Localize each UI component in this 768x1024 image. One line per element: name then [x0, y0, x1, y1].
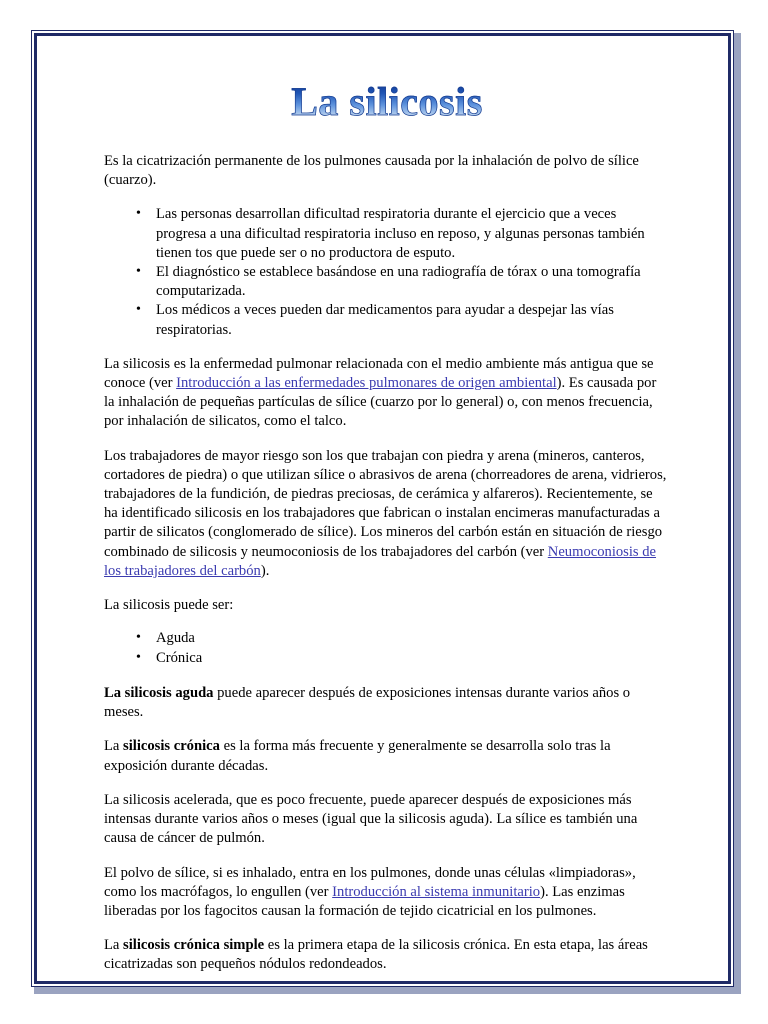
silica-dust-paragraph [104, 864, 670, 922]
acute-silicosis-paragraph [104, 684, 670, 722]
risk-workers-text-part2: ). [260, 562, 270, 579]
summary-bullet-list [104, 205, 670, 339]
link-neumoconiosis-trabajadores-carbon[interactable]: Neumoconiosis de los trabajadores del carbón [104, 543, 657, 579]
intro-paragraph: Es la cicatrización permanente de los pulmones causada por la inhalación de polvo de sílice (cuarzo). [104, 153, 639, 189]
list-item: • Las personas desarrollan dificultad respiratoria durante el ejercicio que a veces progresa a una dificultad respiratoria incluso en reposo, y algunas personas también tienen tos que puede ser o no productora de esputo. [156, 205, 670, 263]
risk-workers-text-part1: Los trabajadores de mayor riesgo son los que trabajan con piedra y arena (mineros, canteros, cortadores de piedra) o que utilizan sílice o abrasivos de arena (chorreadores de arena, vidrieros, trabajadores de la fundición, de piedras preciosas, de cerámica y alfareros). Recientemente, se ha identificado silicosis en los trabajadores que fabrican o instalan encimeras manufacturadas a partir de silicatos (conglomerado de sílice). Los mineros del carbón están en situación de riesgo combinado de silicosis y neumoconiosis de los trabajadores del carbón (ver [104, 447, 667, 560]
accelerated-silicosis-paragraph: La silicosis acelerada, que es poco frecuente, puede aparecer después de exposiciones más intensas durante varios años o meses (igual que la silicosis aguda). La sílice es también una causa de cáncer de pulmón. [104, 791, 638, 847]
page-title: La silicosis [291, 79, 483, 124]
simple-chronic-text: es la primera etapa de la silicosis crónica. En esta etapa, las áreas cicatrizadas son pequeños nódulos redondeados. [104, 937, 648, 973]
link-introduccion-sistema-inmunitario[interactable]: Introducción al sistema inmunitario [332, 883, 541, 900]
oldest-disease-text-part2: ). Es causada por la inhalación de pequeñas partículas de sílice (cuarzo por lo general) o, con menos frecuencia, por inhalación de silicatos, como el talco. [104, 375, 657, 430]
list-item: • Los médicos a veces pueden dar medicamentos para ayudar a despejar las vías respiratorias. [156, 301, 670, 339]
simple-chronic-prefix: La [104, 937, 124, 954]
chronic-silicosis-bold-term: silicosis crónica [123, 738, 220, 755]
document-content [104, 78, 670, 990]
acute-silicosis-text: puede aparecer después de exposiciones intensas durante varios años o meses. [104, 685, 631, 721]
risk-workers-paragraph [104, 447, 670, 581]
oldest-disease-text-part1: La silicosis es la enfermedad pulmonar relacionada con el medio ambiente más antigua que se conoce (ver [104, 355, 654, 392]
silica-dust-text-part2: ). Las enzimas liberadas por los fagocitos causan la formación de tejido cicatricial en los pulmones. [104, 883, 625, 919]
acute-silicosis-bold-term: La silicosis aguda [104, 685, 214, 702]
oldest-disease-paragraph [104, 355, 670, 432]
type-bullet-list [104, 629, 670, 668]
list-item: • Crónica [156, 649, 670, 668]
page-title-container [104, 78, 670, 130]
chronic-silicosis-prefix: La [104, 738, 124, 755]
chronic-silicosis-text: es la forma más frecuente y generalmente se desarrolla solo tras la exposición durante décadas. [104, 738, 611, 774]
simple-chronic-silicosis-paragraph [104, 936, 670, 974]
simple-chronic-bold-term: silicosis crónica simple [123, 937, 265, 954]
list-item: • El diagnóstico se establece basándose en una radiografía de tórax o una tomografía computarizada. [156, 263, 670, 301]
silica-dust-text-part1: El polvo de sílice, si es inhalado, entra en los pulmones, donde unas células «limpiadoras», como los macrófagos, lo engullen (ver [104, 864, 636, 900]
types-lead-paragraph: La silicosis puede ser: [104, 597, 234, 614]
list-item: • Aguda [156, 629, 670, 648]
chronic-silicosis-paragraph [104, 737, 670, 775]
link-introduccion-enfermedades-pulmonares-ambientales[interactable]: Introducción a las enfermedades pulmonares de origen ambiental [176, 375, 557, 392]
